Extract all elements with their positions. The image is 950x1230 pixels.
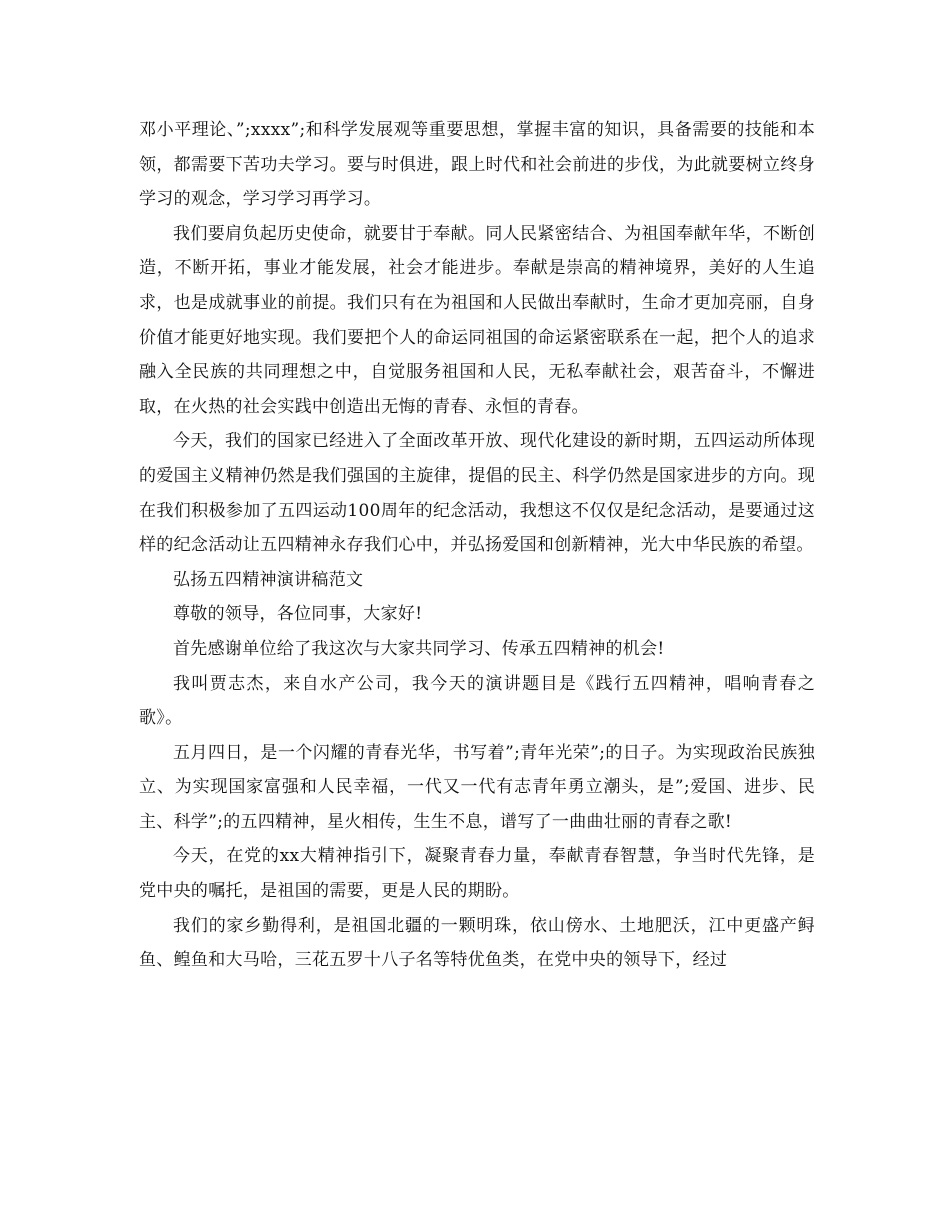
paragraph: 我们的家乡勤得利，是祖国北疆的一颗明珠，依山傍水、土地肥沃，江中更盛产鲟鱼、鳇鱼和大马哈，三花五罗十八子名等特优鱼类，在党中央的领导下，经过 bbox=[139, 915, 815, 971]
document-body bbox=[139, 113, 815, 978]
paragraph: 今天，在党的xx大精神指引下，凝聚青春力量，奉献青春智慧，争当时代先锋，是党中央的嘱托，是祖国的需要，更是人民的期盼。 bbox=[139, 846, 815, 902]
section-heading: 弘扬五四精神演讲稿范文 bbox=[173, 569, 364, 590]
paragraph: 首先感谢单位给了我这次与大家共同学习、传承五四精神的机会! bbox=[173, 638, 665, 659]
paragraph: 今天，我们的国家已经进入了全面改革开放、现代化建设的新时期，五四运动所体现的爱国主义精神仍然是我们强国的主旋律，提倡的民主、科学仍然是国家进步的方向。现在我们积极参加了五四运动100周年的纪念活动，我想这不仅仅是纪念活动，是要通过这样的纪念活动让五四精神永存我们心中，并弘扬爱国和创新精神，光大中华民族的希望。 bbox=[139, 431, 815, 556]
salutation: 尊敬的领导，各位同事，大家好! bbox=[173, 604, 423, 625]
paragraph: 我们要肩负起历史使命，就要甘于奉献。同人民紧密结合、为祖国奉献年华，不断创造，不断开拓，事业才能发展，社会才能进步。奉献是崇高的精神境界，美好的人生追求，也是成就事业的前提。我们只有在为祖国和人民做出奉献时，生命才更加亮丽，自身价值才能更好地实现。我们要把个人的命运同祖国的命运紧密联系在一起，把个人的追求融入全民族的共同理想之中，自觉服务祖国和人民，无私奉献社会，艰苦奋斗，不懈进取，在火热的社会实践中创造出无悔的青春、永恒的青春。 bbox=[139, 223, 815, 417]
paragraph: 邓小平理论、”;xxxx”;和科学发展观等重要思想，掌握丰富的知识，具备需要的技能和本领，都需要下苦功夫学习。要与时俱进，跟上时代和社会前进的步伐，为此就要树立终身学习的观念，学习学习再学习。 bbox=[139, 120, 815, 210]
paragraph: 五月四日，是一个闪耀的青春光华，书写着”;青年光荣”;的日子。为实现政治民族独立、为实现国家富强和人民幸福，一代又一代有志青年勇立潮头，是”;爱国、进步、民主、科学”;的五四精神，星火相传，生生不息，谱写了一曲曲壮丽的青春之歌! bbox=[139, 742, 815, 832]
paragraph: 我叫贾志杰，来自水产公司，我今天的演讲题目是《践行五四精神，唱响青春之歌》。 bbox=[139, 673, 815, 729]
